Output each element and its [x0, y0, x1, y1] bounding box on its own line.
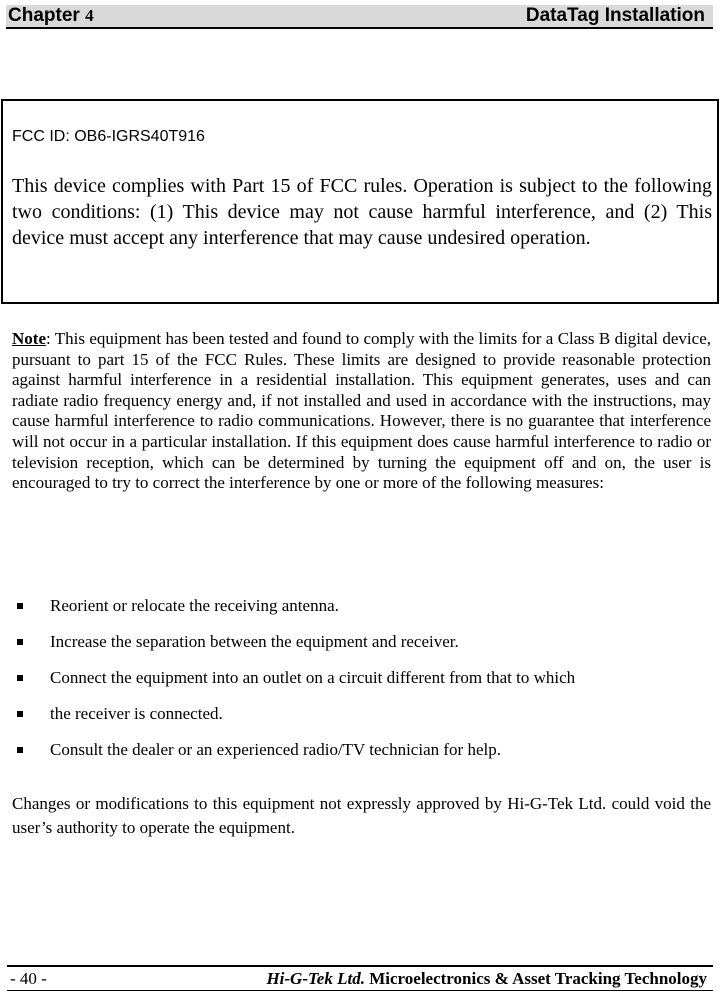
closing-paragraph: Changes or modifications to this equipment not expressly approved by Hi-G-Tek Ltd. could void the user’s authority to operate the equipment.: [12, 794, 711, 837]
fcc-id: FCC ID: OB6-IGRS40T916: [12, 128, 205, 145]
company-name: Hi-G-Tek Ltd.: [266, 969, 365, 988]
list-item: [12, 632, 711, 668]
company-tagline: Microelectronics & Asset Tracking Technology: [369, 969, 707, 988]
note-label: Note: [12, 329, 46, 348]
square-bullet-icon: [17, 639, 23, 645]
square-bullet-icon: [17, 711, 23, 717]
fcc-notice-box: [1, 99, 719, 304]
measure-text: Consult the dealer or an experienced radio/TV technician for help.: [50, 740, 501, 759]
measures-list: [12, 596, 711, 776]
note-text: : This equipment has been tested and found to comply with the limits for a Class B digital device, pursuant to part 15 of the FCC Rules. These limits are designed to provide reasonable protection against harmful interference in a residential installation. This equipment generates, uses and can radiate radio frequency energy and, if not installed and used in accordance with the instructions, may cause harmful interference to radio communications. However, there is no guarantee that interference will not occur in a particular installation. If this equipment does cause harmful interference to radio or television reception, which can be determined by turning the equipment off and on, the user is encouraged to try to correct the interference by one or more of the following measures:: [12, 329, 711, 493]
measure-text: Connect the equipment into an outlet on a circuit different from that to which: [50, 668, 576, 687]
page-number: - 40 -: [10, 969, 47, 988]
list-item: [12, 668, 711, 704]
measure-text: the receiver is connected.: [50, 704, 223, 723]
list-item: [12, 704, 711, 740]
measure-text: Reorient or relocate the receiving antenna.: [50, 596, 339, 615]
fcc-statement: This device complies with Part 15 of FCC rules. Operation is subject to the following two conditions: (1) This device may not cause harmful interference, and (2) This device must accept any interference that may cause undesired operation.: [12, 175, 712, 249]
list-item: [12, 740, 711, 776]
measure-text: Increase the separation between the equipment and receiver.: [50, 632, 459, 651]
company-line: [266, 969, 707, 989]
list-item: [12, 596, 711, 632]
chapter-label: Chapter: [8, 5, 80, 26]
chapter-number: 4: [85, 6, 94, 25]
square-bullet-icon: [17, 675, 23, 681]
square-bullet-icon: [17, 747, 23, 753]
section-title: DataTag Installation: [525, 5, 705, 26]
chapter-heading: [8, 5, 94, 27]
note-paragraph: [12, 329, 711, 494]
footer-divider: [7, 965, 713, 967]
square-bullet-icon: [17, 603, 23, 609]
page-header: [6, 5, 713, 29]
footer-bottom-divider: [7, 990, 713, 991]
